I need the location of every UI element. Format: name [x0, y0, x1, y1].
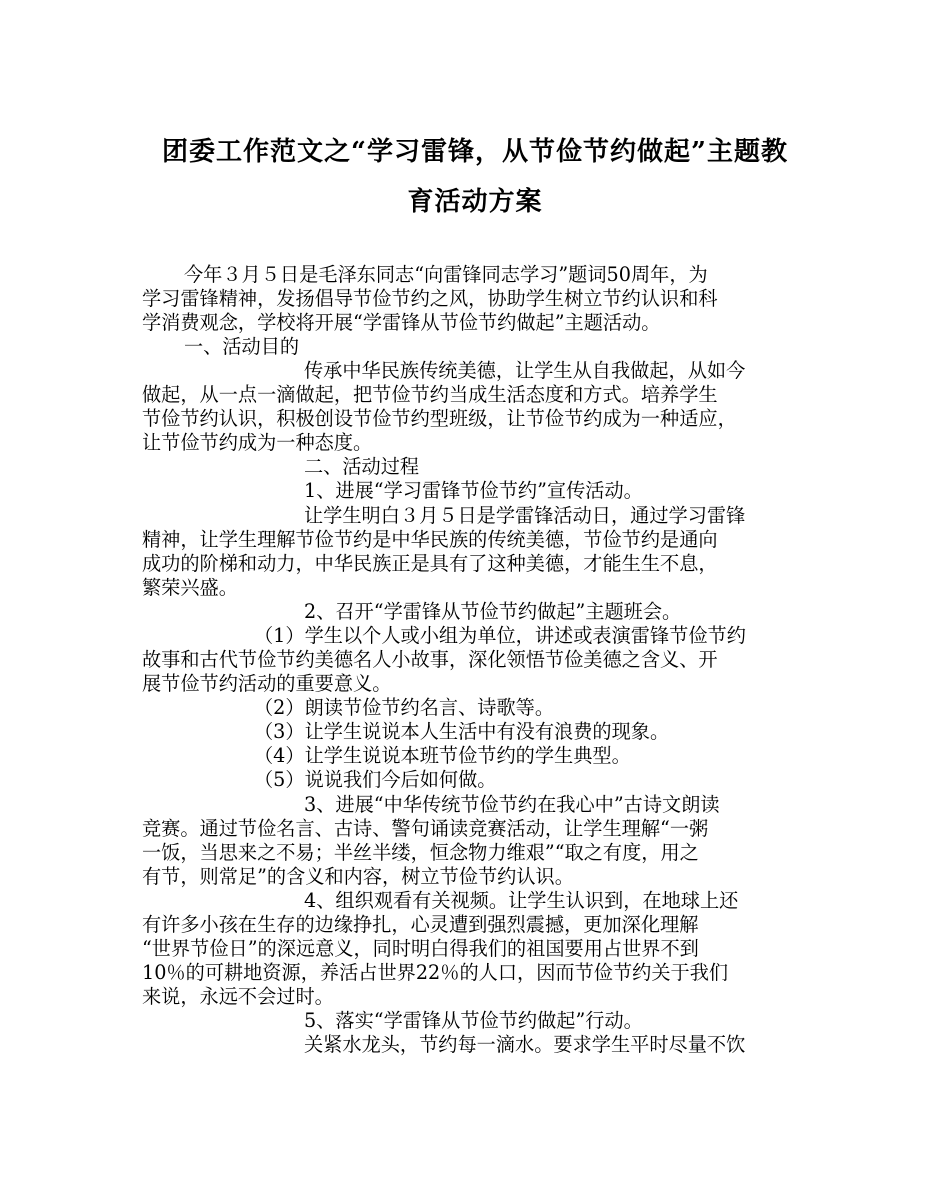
body-line: 今年３月５日是毛泽东同志“向雷锋同志学习”题词50周年，为 — [184, 263, 708, 286]
body-line: 10％的可耕地资源，养活占世界22％的人口，因而节俭节约关于我们 — [142, 961, 729, 984]
list-item: （1）学生以个人或小组为单位，讲述或表演雷锋节俭节约 — [254, 624, 746, 647]
section-heading: 一、活动目的 — [184, 335, 300, 358]
list-item: （3）让学生说说本人生活中有没有浪费的现象。 — [254, 720, 670, 743]
body-line: 竞赛。通过节俭名言、古诗、警句诵读竞赛活动，让学生理解“一粥 — [142, 817, 709, 840]
subsection-heading: 1、进展“学习雷锋节俭节约”宣传活动。 — [304, 479, 643, 502]
body-line: 做起，从一点一滴做起，把节俭节约当成生活态度和方式。培养学生 — [142, 383, 718, 406]
document-title-line-2: 育活动方案 — [407, 187, 543, 217]
body-line: 传承中华民族传统美德，让学生从自我做起，从如今 — [304, 359, 746, 382]
body-line: 学消费观念，学校将开展“学雷锋从节俭节约做起”主题活动。 — [142, 311, 661, 334]
body-line: 有许多小孩在生存的边缘挣扎，心灵遭到强烈震撼，更加深化理解 — [142, 913, 699, 936]
list-item: （4）让学生说说本班节俭节约的学生典型。 — [254, 744, 631, 767]
body-line: 关紧水龙头，节约每一滴水。要求学生平时尽量不饮 — [304, 1033, 746, 1056]
body-line: 学习雷锋精神，发扬倡导节俭节约之风，协助学生树立节约认识和科 — [142, 287, 718, 310]
body-line: 成功的阶梯和动力，中华民族正是具有了这种美德，才能生生不息， — [142, 552, 718, 575]
subsection-heading: 4、组织观看有关视频。让学生认识到，在地球上还 — [304, 889, 739, 912]
body-line: 来说，永远不会过时。 — [142, 985, 334, 1008]
section-heading: 二、活动过程 — [304, 455, 420, 478]
body-line: 节俭节约认识，积极创设节俭节约型班级，让节俭节约成为一种适应， — [142, 407, 737, 430]
body-line: 故事和古代节俭节约美德名人小故事，深化领悟节俭美德之含义、开 — [142, 648, 718, 671]
body-line: “世界节俭日”的深远意义，同时明白得我们的祖国要用占世界不到 — [142, 937, 699, 960]
body-line: 有节，则常足”的含义和内容，树立节俭节约认识。 — [142, 865, 574, 888]
subsection-heading: 3、进展“中华传统节俭节约在我心中”古诗文朗读 — [304, 793, 720, 816]
body-line: 精神，让学生理解节俭节约是中华民族的传统美德，节俭节约是通向 — [142, 528, 718, 551]
document-title-line-1: 团委工作范文之“学习雷锋，从节俭节约做起”主题教 — [162, 137, 788, 167]
body-line: 繁荣兴盛。 — [142, 576, 238, 599]
subsection-heading: 5、落实“学雷锋从节俭节约做起”行动。 — [304, 1009, 643, 1032]
list-item: （5）说说我们今后如何做。 — [254, 768, 497, 791]
list-item: （2）朗读节俭节约名言、诗歌等。 — [254, 696, 555, 719]
body-line: 让节俭节约成为一种态度。 — [142, 431, 373, 454]
subsection-heading: 2、召开“学雷锋从节俭节约做起”主题班会。 — [304, 600, 682, 623]
body-line: 展节俭节约活动的重要意义。 — [142, 672, 392, 695]
body-line: 让学生明白３月５日是学雷锋活动日，通过学习雷锋 — [304, 504, 746, 527]
body-line: 一饭，当思来之不易；半丝半缕，恒念物力维艰”“取之有度，用之 — [142, 841, 699, 864]
